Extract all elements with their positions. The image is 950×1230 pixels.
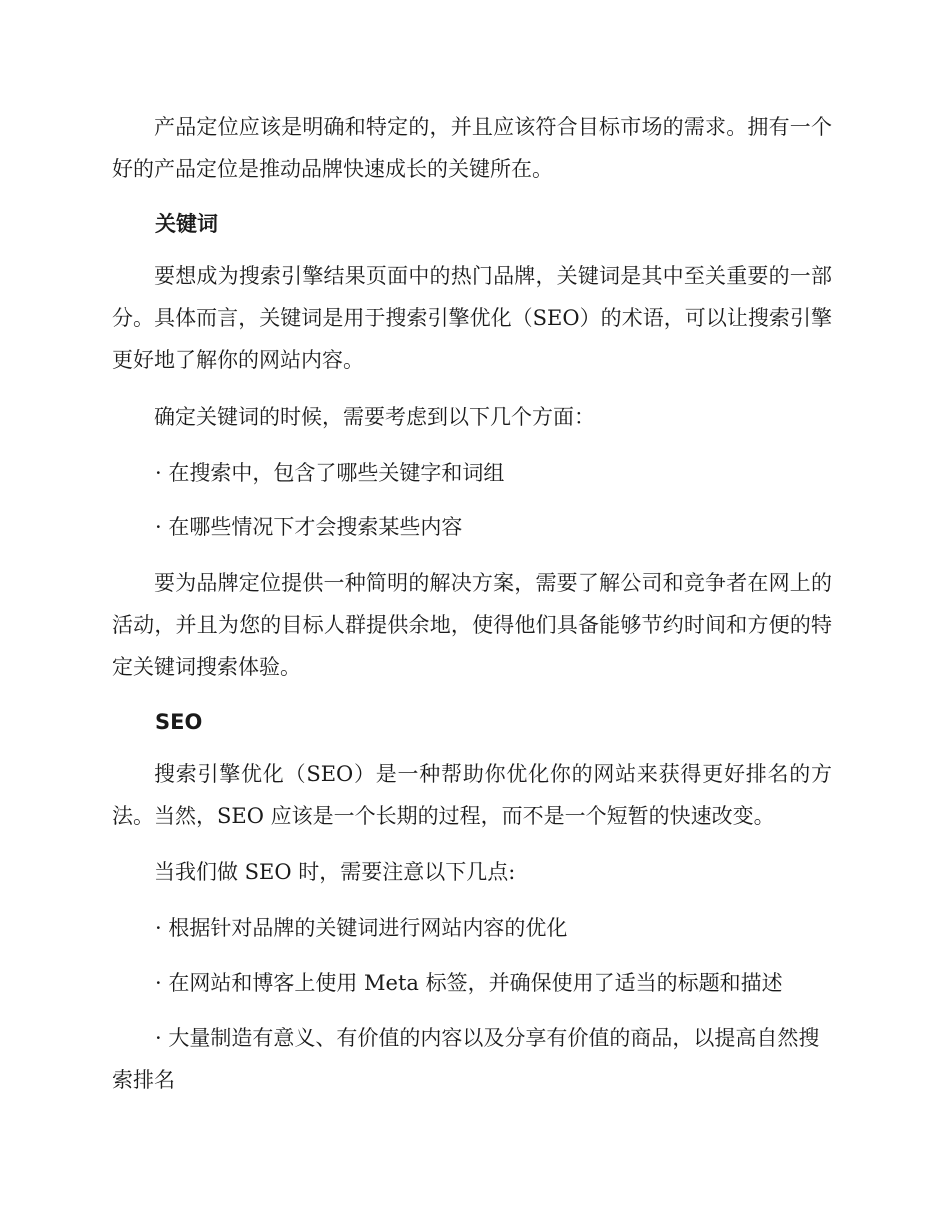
keywords-bullet-1: · 在搜索中，包含了哪些关键字和词组 — [155, 461, 505, 485]
intro-paragraph: 产品定位应该是明确和特定的，并且应该符合目标市场的需求。拥有一个好的产品定位是推动品牌快速成长的关键所在。 — [112, 115, 832, 181]
keywords-bullet-2: · 在哪些情况下才会搜索某些内容 — [155, 515, 463, 539]
seo-paragraph-1: 搜索引擎优化（SEO）是一种帮助你优化你的网站来获得更好排名的方法。当然，SEO 应该是一个长期的过程，而不是一个短暂的快速改变。 — [112, 762, 832, 828]
seo-bullet-2: · 在网站和博客上使用 Meta 标签，并确保使用了适当的标题和描述 — [155, 971, 783, 995]
keywords-paragraph-3: 要为品牌定位提供一种简明的解决方案，需要了解公司和竞争者在网上的活动，并且为您的目标人群提供余地，使得他们具备能够节约时间和方便的特定关键词搜索体验。 — [112, 571, 832, 679]
keywords-paragraph-2: 确定关键词的时候，需要考虑到以下几个方面： — [154, 405, 595, 429]
keywords-heading: 关键词 — [155, 212, 218, 236]
seo-paragraph-2: 当我们做 SEO 时，需要注意以下几点: — [154, 860, 516, 884]
seo-heading: SEO — [155, 710, 203, 734]
seo-bullet-1: · 根据针对品牌的关键词进行网站内容的优化 — [155, 916, 568, 940]
keywords-paragraph-1: 要想成为搜索引擎结果页面中的热门品牌，关键词是其中至关重要的一部分。具体而言，关键词是用于搜索引擎优化（SEO）的术语，可以让搜索引擎更好地了解你的网站内容。 — [112, 264, 832, 372]
seo-bullet-3: · 大量制造有意义、有价值的内容以及分享有价值的商品，以提高自然搜索排名 — [112, 1026, 820, 1092]
